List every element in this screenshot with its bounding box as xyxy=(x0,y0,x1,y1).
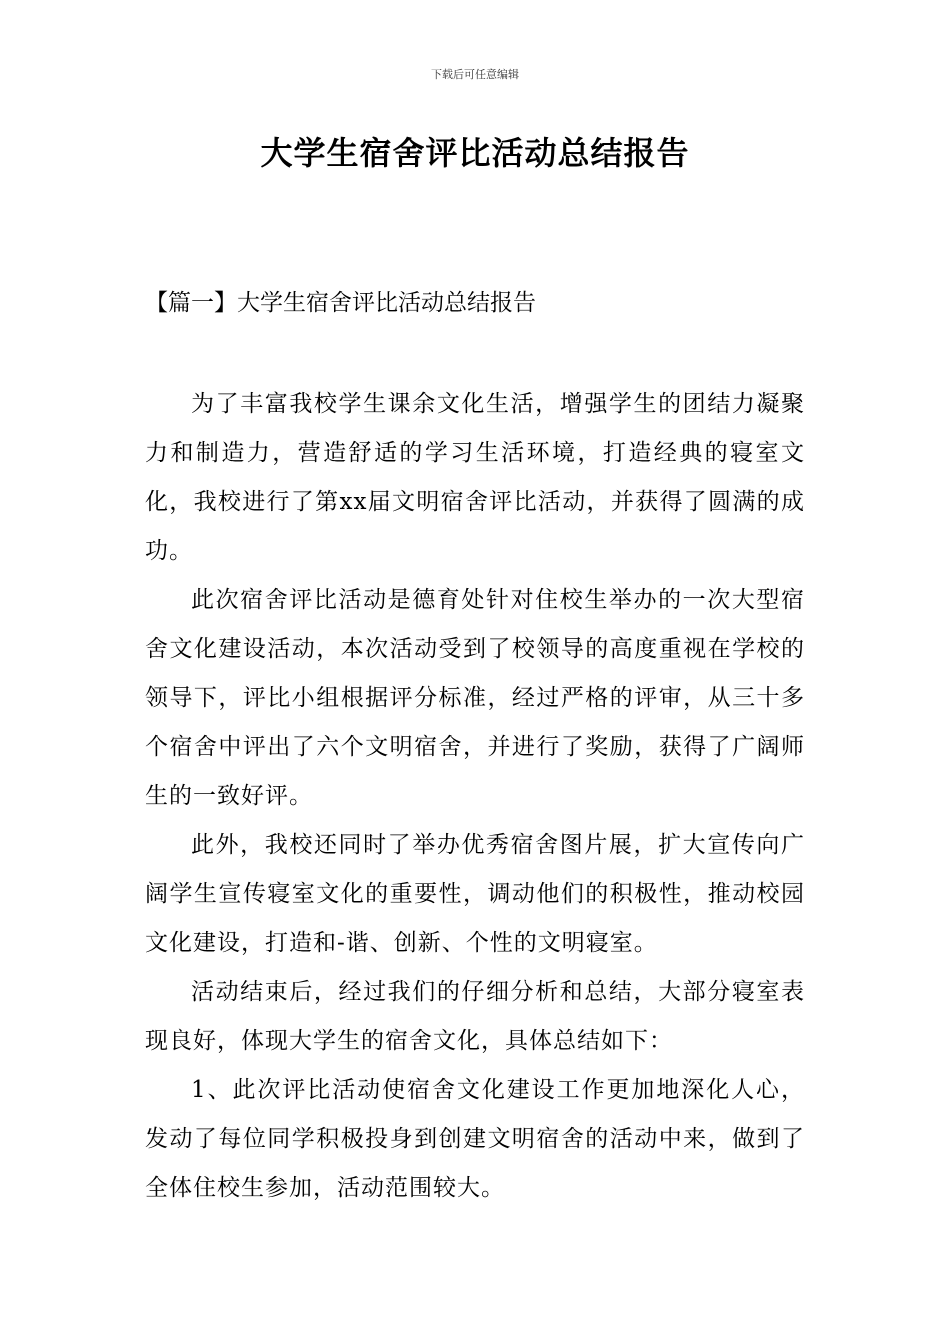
document-body xyxy=(145,380,805,1213)
document-title: 大学生宿舍评比活动总结报告 xyxy=(260,134,690,172)
section-heading: 【篇一】大学生宿舍评比活动总结报告 xyxy=(145,290,536,316)
body-paragraph-5: 1、此次评比活动使宿舍文化建设工作更加地深化人心，发动了每位同学积极投身到创建文明宿舍的活动中来，做到了全体住校生参加，活动范围较大。 xyxy=(145,1077,805,1201)
body-paragraph-4: 活动结束后，经过我们的仔细分析和总结，大部分寝室表现良好，体现大学生的宿舍文化，具体总结如下： xyxy=(145,979,805,1054)
page-header-note: 下载后可任意编辑 xyxy=(431,68,519,81)
body-paragraph-3: 此外，我校还同时了举办优秀宿舍图片展，扩大宣传向广阔学生宣传寝室文化的重要性，调动他们的积极性，推动校园文化建设，打造和-谐、创新、个性的文明寝室。 xyxy=(145,832,805,956)
body-paragraph-1: 为了丰富我校学生课余文化生活，增强学生的团结力凝聚力和制造力，营造舒适的学习生活环境，打造经典的寝室文化，我校进行了第xx届文明宿舍评比活动，并获得了圆满的成功。 xyxy=(145,391,805,564)
body-paragraph-2: 此次宿舍评比活动是德育处针对住校生举办的一次大型宿舍文化建设活动，本次活动受到了校领导的高度重视在学校的领导下，评比小组根据评分标准，经过严格的评审，从三十多个宿舍中评出了六个文明宿舍，并进行了奖励，获得了广阔师生的一致好评。 xyxy=(145,587,805,809)
